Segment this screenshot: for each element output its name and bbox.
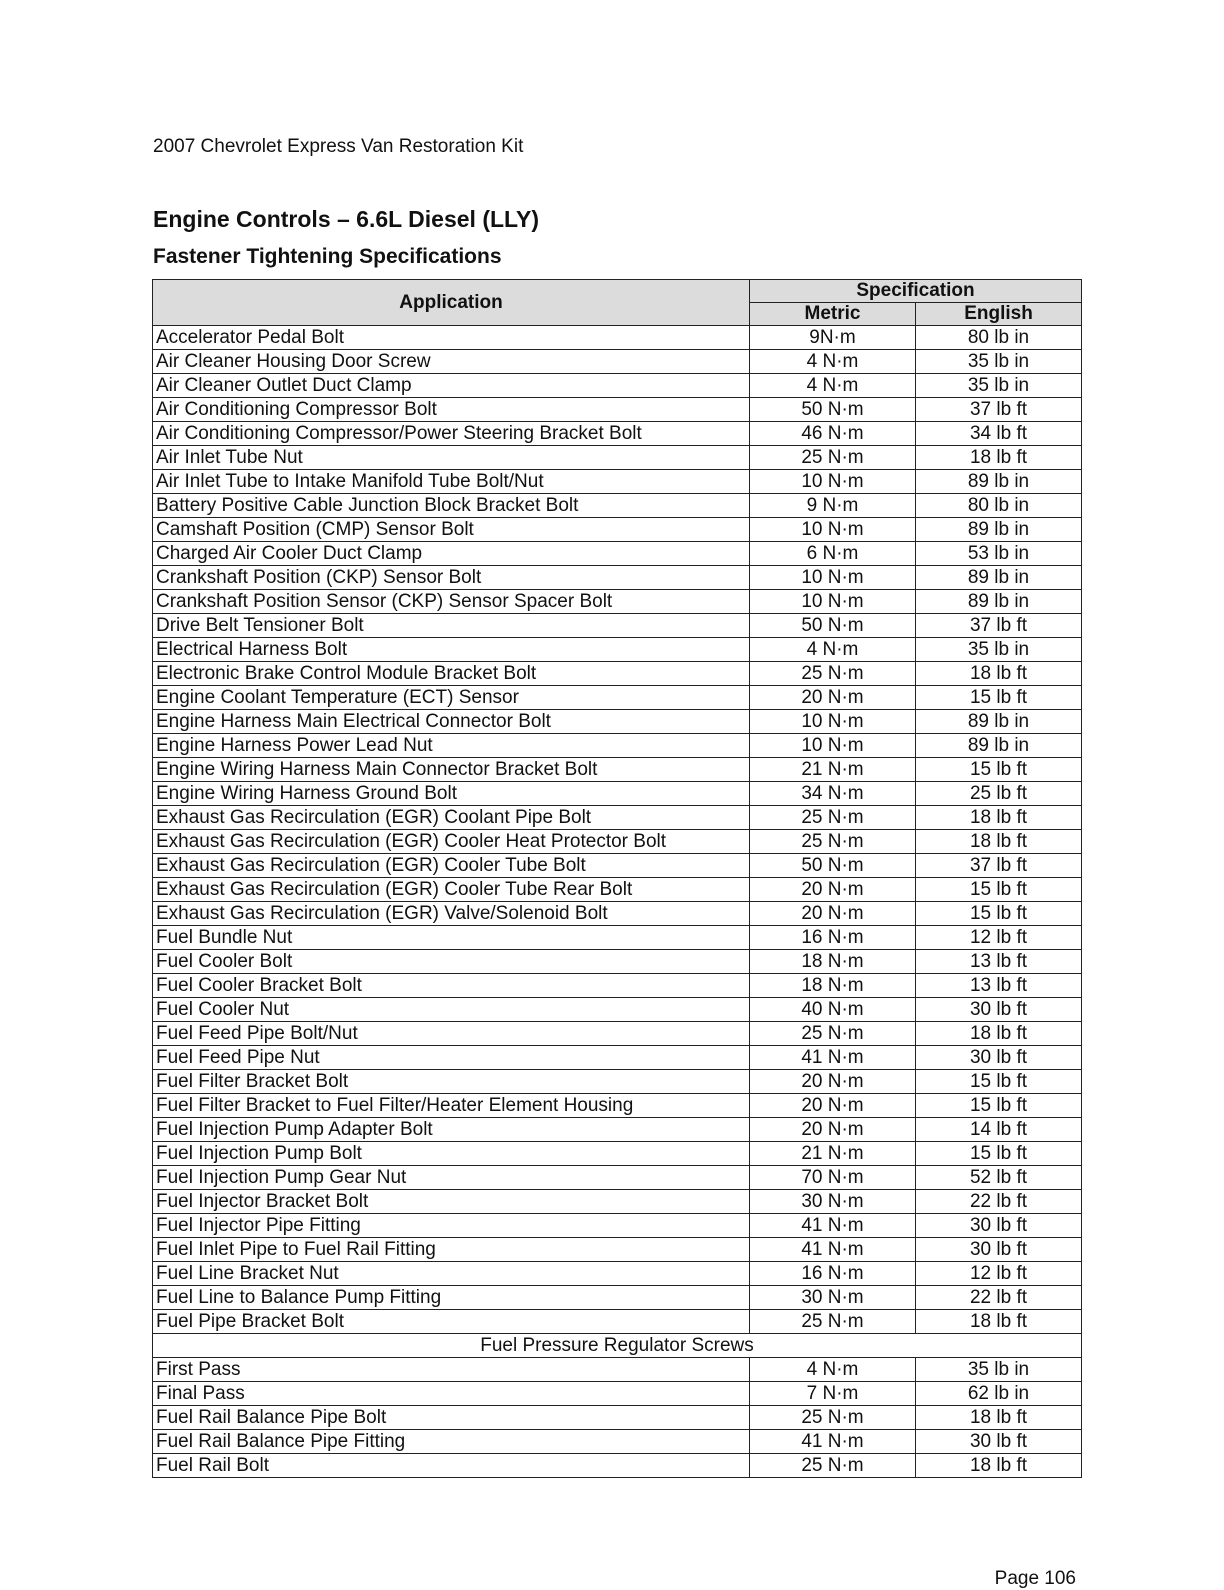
english-cell: 34 lb ft — [916, 422, 1082, 446]
english-cell: 89 lb in — [916, 710, 1082, 734]
table-row — [153, 950, 1082, 974]
table-row — [153, 446, 1082, 470]
english-cell: 15 lb ft — [916, 686, 1082, 710]
english-cell: 15 lb ft — [916, 1142, 1082, 1166]
application-cell: Engine Harness Main Electrical Connector Bolt — [153, 710, 750, 734]
application-cell: Fuel Filter Bracket to Fuel Filter/Heater Element Housing — [153, 1094, 750, 1118]
english-cell: 30 lb ft — [916, 1046, 1082, 1070]
english-cell: 18 lb ft — [916, 1406, 1082, 1430]
application-cell: Fuel Feed Pipe Nut — [153, 1046, 750, 1070]
table-row — [153, 1094, 1082, 1118]
application-cell: Accelerator Pedal Bolt — [153, 326, 750, 350]
english-cell: 35 lb in — [916, 1358, 1082, 1382]
metric-cell: 41 N·m — [750, 1214, 916, 1238]
metric-cell: 41 N·m — [750, 1238, 916, 1262]
metric-cell: 10 N·m — [750, 710, 916, 734]
english-cell: 15 lb ft — [916, 1070, 1082, 1094]
metric-cell: 50 N·m — [750, 614, 916, 638]
application-cell: Crankshaft Position (CKP) Sensor Bolt — [153, 566, 750, 590]
table-row — [153, 518, 1082, 542]
metric-cell: 41 N·m — [750, 1046, 916, 1070]
english-cell: 30 lb ft — [916, 1430, 1082, 1454]
application-cell: Air Cleaner Outlet Duct Clamp — [153, 374, 750, 398]
english-cell: 12 lb ft — [916, 1262, 1082, 1286]
metric-cell: 9 N·m — [750, 494, 916, 518]
application-cell: Air Inlet Tube to Intake Manifold Tube Bolt/Nut — [153, 470, 750, 494]
metric-cell: 16 N·m — [750, 1262, 916, 1286]
english-cell: 18 lb ft — [916, 1022, 1082, 1046]
metric-cell: 25 N·m — [750, 1310, 916, 1334]
english-cell: 52 lb ft — [916, 1166, 1082, 1190]
table-row — [153, 1166, 1082, 1190]
table-section — [153, 1334, 1082, 1358]
table-row — [153, 614, 1082, 638]
table-row — [153, 1190, 1082, 1214]
table-row — [153, 326, 1082, 350]
metric-cell: 20 N·m — [750, 902, 916, 926]
table-row — [153, 710, 1082, 734]
english-cell: 37 lb ft — [916, 614, 1082, 638]
english-cell: 80 lb in — [916, 326, 1082, 350]
header-metric: Metric — [750, 303, 916, 326]
english-cell: 35 lb in — [916, 350, 1082, 374]
application-cell: Fuel Cooler Bolt — [153, 950, 750, 974]
table-row — [153, 1382, 1082, 1406]
table-header — [153, 280, 1082, 326]
metric-cell: 6 N·m — [750, 542, 916, 566]
table-row — [153, 662, 1082, 686]
table-row — [153, 398, 1082, 422]
metric-cell: 41 N·m — [750, 1430, 916, 1454]
section-title: Fuel Pressure Regulator Screws — [153, 1334, 1082, 1358]
page-subtitle: Fastener Tightening Specifications — [153, 245, 502, 268]
table-row — [153, 878, 1082, 902]
page-title: Engine Controls – 6.6L Diesel (LLY) — [153, 206, 539, 232]
application-cell: Exhaust Gas Recirculation (EGR) Cooler Tube Rear Bolt — [153, 878, 750, 902]
metric-cell: 18 N·m — [750, 974, 916, 998]
english-cell: 13 lb ft — [916, 974, 1082, 998]
torque-spec-table — [152, 279, 1082, 1478]
english-cell: 18 lb ft — [916, 662, 1082, 686]
application-cell: Battery Positive Cable Junction Block Bracket Bolt — [153, 494, 750, 518]
metric-cell: 50 N·m — [750, 854, 916, 878]
table-row — [153, 686, 1082, 710]
table-row — [153, 926, 1082, 950]
table-row — [153, 1142, 1082, 1166]
metric-cell: 20 N·m — [750, 1094, 916, 1118]
application-cell: Fuel Injector Bracket Bolt — [153, 1190, 750, 1214]
application-cell: Fuel Bundle Nut — [153, 926, 750, 950]
metric-cell: 9N·m — [750, 326, 916, 350]
english-cell: 35 lb in — [916, 638, 1082, 662]
metric-cell: 25 N·m — [750, 806, 916, 830]
metric-cell: 20 N·m — [750, 1118, 916, 1142]
table-row — [153, 638, 1082, 662]
english-cell: 22 lb ft — [916, 1286, 1082, 1310]
metric-cell: 16 N·m — [750, 926, 916, 950]
table-row — [153, 806, 1082, 830]
english-cell: 13 lb ft — [916, 950, 1082, 974]
table-row — [153, 998, 1082, 1022]
metric-cell: 20 N·m — [750, 686, 916, 710]
table-row — [153, 1310, 1082, 1334]
table-row — [153, 1454, 1082, 1478]
english-cell: 22 lb ft — [916, 1190, 1082, 1214]
application-cell: Engine Harness Power Lead Nut — [153, 734, 750, 758]
english-cell: 62 lb in — [916, 1382, 1082, 1406]
application-cell: Fuel Rail Bolt — [153, 1454, 750, 1478]
application-cell: Fuel Inlet Pipe to Fuel Rail Fitting — [153, 1238, 750, 1262]
application-cell: Fuel Line Bracket Nut — [153, 1262, 750, 1286]
english-cell: 37 lb ft — [916, 854, 1082, 878]
table-body-main — [153, 326, 1082, 1334]
metric-cell: 18 N·m — [750, 950, 916, 974]
application-cell: Fuel Cooler Nut — [153, 998, 750, 1022]
english-cell: 89 lb in — [916, 470, 1082, 494]
metric-cell: 10 N·m — [750, 470, 916, 494]
application-cell: First Pass — [153, 1358, 750, 1382]
metric-cell: 4 N·m — [750, 374, 916, 398]
english-cell: 35 lb in — [916, 374, 1082, 398]
application-cell: Fuel Injector Pipe Fitting — [153, 1214, 750, 1238]
metric-cell: 25 N·m — [750, 446, 916, 470]
english-cell: 30 lb ft — [916, 998, 1082, 1022]
table-row — [153, 422, 1082, 446]
metric-cell: 25 N·m — [750, 1454, 916, 1478]
metric-cell: 25 N·m — [750, 1406, 916, 1430]
metric-cell: 25 N·m — [750, 662, 916, 686]
table-row — [153, 1046, 1082, 1070]
english-cell: 89 lb in — [916, 734, 1082, 758]
application-cell: Air Cleaner Housing Door Screw — [153, 350, 750, 374]
application-cell: Engine Coolant Temperature (ECT) Sensor — [153, 686, 750, 710]
table-row — [153, 758, 1082, 782]
application-cell: Engine Wiring Harness Ground Bolt — [153, 782, 750, 806]
english-cell: 53 lb in — [916, 542, 1082, 566]
english-cell: 89 lb in — [916, 566, 1082, 590]
page-number: Page 106 — [994, 1568, 1076, 1589]
application-cell: Fuel Pipe Bracket Bolt — [153, 1310, 750, 1334]
table-row — [153, 734, 1082, 758]
document-header: 2007 Chevrolet Express Van Restoration Kit — [153, 136, 524, 157]
application-cell: Air Conditioning Compressor/Power Steering Bracket Bolt — [153, 422, 750, 446]
application-cell: Fuel Injection Pump Bolt — [153, 1142, 750, 1166]
metric-cell: 30 N·m — [750, 1190, 916, 1214]
english-cell: 30 lb ft — [916, 1238, 1082, 1262]
english-cell: 18 lb ft — [916, 446, 1082, 470]
application-cell: Fuel Cooler Bracket Bolt — [153, 974, 750, 998]
table-row — [153, 974, 1082, 998]
metric-cell: 21 N·m — [750, 1142, 916, 1166]
table-row — [153, 1070, 1082, 1094]
english-cell: 14 lb ft — [916, 1118, 1082, 1142]
english-cell: 15 lb ft — [916, 902, 1082, 926]
table-row — [153, 830, 1082, 854]
table-row — [153, 1118, 1082, 1142]
english-cell: 18 lb ft — [916, 1454, 1082, 1478]
metric-cell: 10 N·m — [750, 734, 916, 758]
english-cell: 30 lb ft — [916, 1214, 1082, 1238]
table-row — [153, 566, 1082, 590]
metric-cell: 25 N·m — [750, 830, 916, 854]
application-cell: Exhaust Gas Recirculation (EGR) Cooler Tube Bolt — [153, 854, 750, 878]
table-row — [153, 1262, 1082, 1286]
metric-cell: 70 N·m — [750, 1166, 916, 1190]
english-cell: 12 lb ft — [916, 926, 1082, 950]
english-cell: 15 lb ft — [916, 758, 1082, 782]
application-cell: Air Inlet Tube Nut — [153, 446, 750, 470]
application-cell: Exhaust Gas Recirculation (EGR) Coolant Pipe Bolt — [153, 806, 750, 830]
application-cell: Exhaust Gas Recirculation (EGR) Valve/Solenoid Bolt — [153, 902, 750, 926]
table-row — [153, 902, 1082, 926]
table-row — [153, 350, 1082, 374]
application-cell: Exhaust Gas Recirculation (EGR) Cooler Heat Protector Bolt — [153, 830, 750, 854]
metric-cell: 25 N·m — [750, 1022, 916, 1046]
english-cell: 25 lb ft — [916, 782, 1082, 806]
metric-cell: 4 N·m — [750, 638, 916, 662]
application-cell: Electrical Harness Bolt — [153, 638, 750, 662]
table-row — [153, 1238, 1082, 1262]
english-cell: 18 lb ft — [916, 806, 1082, 830]
application-cell: Drive Belt Tensioner Bolt — [153, 614, 750, 638]
header-specification: Specification — [750, 280, 1082, 303]
table-row — [153, 1430, 1082, 1454]
english-cell: 18 lb ft — [916, 830, 1082, 854]
table-row — [153, 1286, 1082, 1310]
application-cell: Crankshaft Position Sensor (CKP) Sensor Spacer Bolt — [153, 590, 750, 614]
english-cell: 37 lb ft — [916, 398, 1082, 422]
table-row — [153, 1214, 1082, 1238]
table-row — [153, 590, 1082, 614]
application-cell: Fuel Line to Balance Pump Fitting — [153, 1286, 750, 1310]
table-row — [153, 542, 1082, 566]
application-cell: Electronic Brake Control Module Bracket Bolt — [153, 662, 750, 686]
metric-cell: 10 N·m — [750, 518, 916, 542]
english-cell: 15 lb ft — [916, 1094, 1082, 1118]
header-application: Application — [153, 280, 750, 326]
application-cell: Fuel Injection Pump Gear Nut — [153, 1166, 750, 1190]
metric-cell: 50 N·m — [750, 398, 916, 422]
table-row — [153, 494, 1082, 518]
header-english: English — [916, 303, 1082, 326]
english-cell: 18 lb ft — [916, 1310, 1082, 1334]
metric-cell: 4 N·m — [750, 350, 916, 374]
english-cell: 15 lb ft — [916, 878, 1082, 902]
metric-cell: 21 N·m — [750, 758, 916, 782]
metric-cell: 4 N·m — [750, 1358, 916, 1382]
metric-cell: 10 N·m — [750, 590, 916, 614]
english-cell: 89 lb in — [916, 518, 1082, 542]
application-cell: Final Pass — [153, 1382, 750, 1406]
application-cell: Fuel Feed Pipe Bolt/Nut — [153, 1022, 750, 1046]
application-cell: Charged Air Cooler Duct Clamp — [153, 542, 750, 566]
application-cell: Engine Wiring Harness Main Connector Bracket Bolt — [153, 758, 750, 782]
metric-cell: 46 N·m — [750, 422, 916, 446]
english-cell: 89 lb in — [916, 590, 1082, 614]
table-row — [153, 854, 1082, 878]
metric-cell: 7 N·m — [750, 1382, 916, 1406]
application-cell: Air Conditioning Compressor Bolt — [153, 398, 750, 422]
metric-cell: 34 N·m — [750, 782, 916, 806]
application-cell: Fuel Rail Balance Pipe Bolt — [153, 1406, 750, 1430]
table-row — [153, 1406, 1082, 1430]
table-body-after-section — [153, 1358, 1082, 1478]
metric-cell: 10 N·m — [750, 566, 916, 590]
english-cell: 80 lb in — [916, 494, 1082, 518]
table-row — [153, 1022, 1082, 1046]
application-cell: Fuel Rail Balance Pipe Fitting — [153, 1430, 750, 1454]
table-row — [153, 1358, 1082, 1382]
application-cell: Camshaft Position (CMP) Sensor Bolt — [153, 518, 750, 542]
application-cell: Fuel Filter Bracket Bolt — [153, 1070, 750, 1094]
table-row — [153, 470, 1082, 494]
table-row — [153, 782, 1082, 806]
metric-cell: 20 N·m — [750, 1070, 916, 1094]
table-row — [153, 374, 1082, 398]
metric-cell: 30 N·m — [750, 1286, 916, 1310]
application-cell: Fuel Injection Pump Adapter Bolt — [153, 1118, 750, 1142]
section-row — [153, 1334, 1082, 1358]
metric-cell: 20 N·m — [750, 878, 916, 902]
metric-cell: 40 N·m — [750, 998, 916, 1022]
